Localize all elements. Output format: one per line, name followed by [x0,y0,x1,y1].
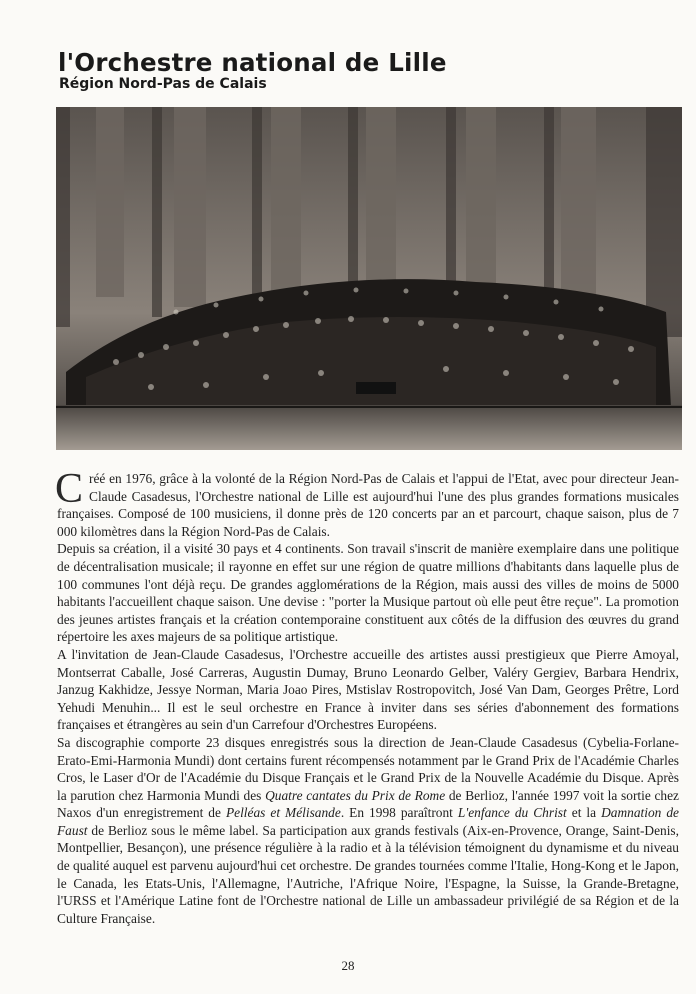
paragraph-history: Depuis sa création, il a visité 30 pays et 4 continents. Son travail s'inscrit de manière exemplaire dans une politique de décentralisation musicale; il rayonne en effet sur une région de quatre millions d'habitants dans laquelle plus de 100 communes l'ont déjà reçu. De grandes agglomérations de la Région, mais aussi des villes de moins de 5000 habitants l'accueillent chaque saison. Une devise : "porter la Musique partout où elle peut être reçue". La promotion des jeunes artistes français et la création contemporaine constituent aux côtés de la diffusion des œuvres du grand répertoire les axes majeurs de sa politique artistique. [57,541,679,645]
discography-text-b: de Berlioz, l'année 1997 voit la sortie chez Naxos d'un enregistrement de [57,787,680,821]
discography-text-a: Sa discographie comporte 23 disques enregistrés sous la direction de Jean-Claude Casadesus (Cybelia-Forlane-Erato-Emi-Harmonia Mundi) dont certains furent récompensés notamment par le Grand Prix de l'Académie Charles Cros, le Laser d'Or de l'Académie du Disque Français et le Grand Prix de la Nouvelle Académie du Disque. Après la parution chez Harmonia Mundi des [57,734,679,803]
article-body [55,466,680,927]
work-title: Pelléas et Mélisande [225,805,341,821]
orchestra-photo-illustration [56,107,682,450]
discography-text-d: et la [566,805,602,821]
page-subtitle: Région Nord-Pas de Calais [59,76,267,92]
paragraph-guests: A l'invitation de Jean-Claude Casadesus, l'Orchestre accueille des artistes aussi prestigieux que Pierre Amoyal, Montserrat Caballe, José Carreras, Augustin Dumay, Bruno Leonardo Gelber, Valéry Gergiev, Barbara Hendrix, Janzug Kakhidze, Jessye Norman, Maria Joao Pires, Mstislav Rostropovitch, José Van Dam, Georges Prêtre, Lord Yehudi Menuhin... Il est le seul orchestre en France à inviter dans ses séries d'abonnement des formations françaises et étrangères au sein d'un Carrefour d'Orchestres Européens. [57,646,679,733]
work-title: Damnation de Faust [57,805,679,838]
drop-cap: C [55,466,84,512]
work-title: Quatre cantates du Prix de Rome [265,787,446,803]
paragraph-intro-text: réé en 1976, grâce à la volonté de la Région Nord-Pas de Calais et l'appui de l'Etat, avec pour directeur Jean-Claude Casadesus, l'Orchestre national de Lille est aujourd'hui l'une des plus grandes formations musicales françaises. Composé de 100 musiciens, il donne près de 120 concerts par an et parcourt, chaque saison, plus de 7 000 kilomètres dans la Région Nord-Pas de Calais. [57,471,679,539]
page-number: 28 [341,958,355,973]
orchestra-photo [56,107,682,450]
page-title: l'Orchestre national de Lille [58,48,447,77]
discography-text-c: . En 1998 paraîtront [340,805,458,821]
discography-text-e: de Berlioz sous le même label. Sa participation aux grands festivals (Aix-en-Provence, Orange, Saint-Denis, Montpellier, Besançon), une présence régulière à la radio et à la télévision témoignent du dynamisme et du niveau de qualité auquel est parvenu aujourd'hui cet orchestre. De grandes tournées comme l'Italie, Hong-Kong et le Japon, le Canada, les Etats-Unis, l'Allemagne, l'Autriche, l'Afrique Noire, l'Espagne, la Suisse, la Grande-Bretagne, l'URSS et l'Amérique Latine font de l'Orchestre national de Lille un ambassadeur privilégié de sa Région et de la Culture Française. [57,822,679,926]
paragraph-intro [55,466,679,540]
paragraph-discography [57,734,679,928]
work-title: L'enfance du Christ [457,805,567,821]
